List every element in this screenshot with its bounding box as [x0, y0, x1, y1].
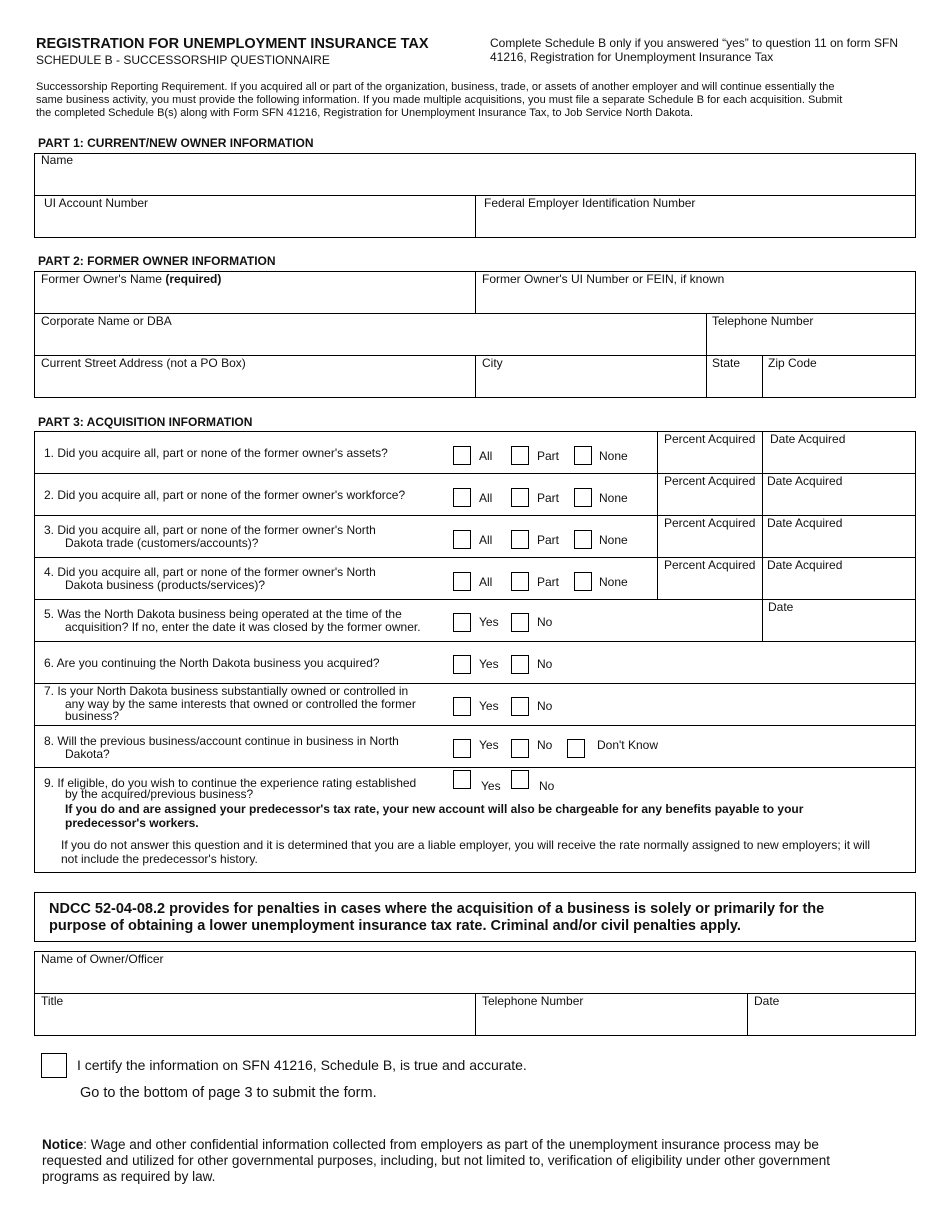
q9-bold-note: If you do and are assigned your predecessor's tax rate, your new account will also be chargeable for any benefits payable to your predecessor's workers.: [65, 802, 804, 830]
q1-part-label: Part: [537, 449, 560, 463]
zip-label: Zip Code: [768, 356, 817, 370]
q2-date-field[interactable]: [764, 488, 915, 514]
signer-date-field[interactable]: [749, 1008, 915, 1034]
question-1: 1. Did you acquire all, part or none of the former owner's assets?: [44, 446, 388, 460]
q1-date-label: Date Acquired: [770, 432, 846, 446]
ui-account-label: UI Account Number: [44, 196, 149, 210]
q9-no-checkbox[interactable]: [511, 770, 529, 789]
q9-yes-checkbox[interactable]: [453, 770, 471, 789]
q5-date-label: Date: [768, 600, 794, 614]
street-label: Current Street Address (not a PO Box): [41, 356, 246, 370]
q1-all-checkbox[interactable]: [453, 446, 471, 465]
q7-no-checkbox[interactable]: [511, 697, 529, 716]
question-9: 9. If eligible, do you wish to continue the experience rating established by the acquired/previous business?: [44, 776, 417, 801]
question-4: 4. Did you acquire all, part or none of the former owner's North Dakota business (products/services)?: [44, 565, 376, 592]
q4-date-label: Date Acquired: [767, 558, 843, 572]
notice-paragraph: Notice: Wage and other confidential information collected from employers as part of the unemployment insurance process may be requested and utilized for other governmental purposes, including, but not limited to, verification of eligibility under other government programs as required by law.: [42, 1137, 830, 1184]
q4-part-label: Part: [537, 575, 560, 589]
q8-yes-label: Yes: [479, 738, 499, 752]
submit-instruction: Go to the bottom of page 3 to submit the form.: [80, 1085, 377, 1101]
q3-date-field[interactable]: [764, 530, 915, 556]
q1-all-label: All: [479, 449, 493, 463]
q2-all-label: All: [479, 491, 493, 505]
state-field[interactable]: [708, 370, 761, 396]
q1-date-field[interactable]: [764, 446, 915, 472]
q8-dont-know-checkbox[interactable]: [567, 739, 585, 758]
q2-date-label: Date Acquired: [767, 474, 843, 488]
q1-percent-label: Percent Acquired: [664, 432, 756, 446]
q9-yes-label: Yes: [481, 779, 501, 793]
signer-phone-label: Telephone Number: [482, 994, 584, 1008]
q4-all-checkbox[interactable]: [453, 572, 471, 591]
q2-all-checkbox[interactable]: [453, 488, 471, 507]
q4-percent-label: Percent Acquired: [664, 558, 756, 572]
q3-part-label: Part: [537, 533, 560, 547]
question-7: 7. Is your North Dakota business substantially owned or controlled in any way by the same interests that owned or controlled the former business?: [44, 684, 416, 723]
q3-none-checkbox[interactable]: [574, 530, 592, 549]
signer-phone-field[interactable]: [477, 1008, 746, 1034]
question-6: 6. Are you continuing the North Dakota business you acquired?: [44, 656, 380, 670]
q7-yes-label: Yes: [479, 699, 499, 713]
q3-date-label: Date Acquired: [767, 516, 843, 530]
former-phone-field[interactable]: [708, 328, 915, 354]
title-field[interactable]: [35, 1008, 474, 1034]
part2-heading: PART 2: FORMER OWNER INFORMATION: [38, 254, 276, 268]
former-ui-label: Former Owner's UI Number or FEIN, if known: [482, 272, 725, 286]
q3-all-checkbox[interactable]: [453, 530, 471, 549]
part3-heading: PART 3: ACQUISITION INFORMATION: [38, 415, 253, 429]
q4-percent-field[interactable]: [659, 572, 761, 598]
notice-label: Notice: [42, 1137, 84, 1152]
q3-none-label: None: [599, 533, 628, 547]
q4-all-label: All: [479, 575, 493, 589]
q5-yes-label: Yes: [479, 615, 499, 629]
q5-no-label: No: [537, 615, 553, 629]
q8-dont-know-label: Don't Know: [597, 738, 658, 752]
former-owner-name-field[interactable]: [35, 286, 474, 312]
q3-part-checkbox[interactable]: [511, 530, 529, 549]
q7-no-label: No: [537, 699, 553, 713]
q1-part-checkbox[interactable]: [511, 446, 529, 465]
form-title: REGISTRATION FOR UNEMPLOYMENT INSURANCE TAX: [36, 36, 429, 52]
question-8: 8. Will the previous business/account continue in business in North Dakota?: [44, 734, 399, 761]
q2-percent-label: Percent Acquired: [664, 474, 756, 488]
q3-percent-label: Percent Acquired: [664, 516, 756, 530]
q6-no-label: No: [537, 657, 553, 671]
certify-text: I certify the information on SFN 41216, Schedule B, is true and accurate.: [77, 1057, 527, 1073]
owner-officer-field[interactable]: [35, 966, 915, 992]
q8-no-checkbox[interactable]: [511, 739, 529, 758]
former-ui-field[interactable]: [477, 286, 915, 312]
name-label: Name: [41, 153, 74, 167]
q2-percent-field[interactable]: [659, 488, 761, 514]
question-2: 2. Did you acquire all, part or none of the former owner's workforce?: [44, 488, 406, 502]
title-label: Title: [41, 994, 64, 1008]
q2-part-label: Part: [537, 491, 560, 505]
q6-yes-checkbox[interactable]: [453, 655, 471, 674]
q1-none-checkbox[interactable]: [574, 446, 592, 465]
q3-all-label: All: [479, 533, 493, 547]
question-3: 3. Did you acquire all, part or none of the former owner's North Dakota trade (customers/accounts)?: [44, 523, 376, 550]
q5-date-field[interactable]: [764, 614, 915, 640]
name-field[interactable]: [35, 167, 915, 194]
q4-part-checkbox[interactable]: [511, 572, 529, 591]
fein-label: Federal Employer Identification Number: [484, 196, 696, 210]
q4-none-label: None: [599, 575, 628, 589]
q1-none-label: None: [599, 449, 628, 463]
schedule-instruction: Complete Schedule B only if you answered “yes” to question 11 on form SFN 41216, Registration for Unemployment Insurance Tax: [490, 36, 898, 64]
q7-yes-checkbox[interactable]: [453, 697, 471, 716]
q2-part-checkbox[interactable]: [511, 488, 529, 507]
q9-note: If you do not answer this question and it is determined that you are a liable employer, you will receive the rate normally assigned to new employers; it will not include the predecessor's history.: [61, 838, 871, 866]
fein-field[interactable]: [477, 210, 915, 236]
city-label: City: [482, 356, 503, 370]
former-owner-name-label: Former Owner's Name (required): [41, 272, 222, 286]
city-field[interactable]: [477, 370, 705, 396]
ui-account-field[interactable]: [35, 210, 474, 236]
certify-checkbox[interactable]: [41, 1053, 67, 1078]
owner-officer-label: Name of Owner/Officer: [41, 952, 164, 966]
q4-none-checkbox[interactable]: [574, 572, 592, 591]
question-5: 5. Was the North Dakota business being operated at the time of the acquisition? If no, enter the date it was closed by the former owner.: [44, 607, 421, 634]
q8-yes-checkbox[interactable]: [453, 739, 471, 758]
signer-date-label: Date: [754, 994, 780, 1008]
penalty-notice: NDCC 52-04-08.2 provides for penalties in cases where the acquisition of a business is solely or primarily for the purpose of obtaining a lower unemployment insurance tax rate. Criminal and/or civil penalties apply.: [49, 901, 825, 934]
q1-percent-field[interactable]: [659, 446, 761, 472]
q6-no-checkbox[interactable]: [511, 655, 529, 674]
street-field[interactable]: [35, 370, 474, 396]
q2-none-checkbox[interactable]: [574, 488, 592, 507]
corporate-name-field[interactable]: [35, 328, 705, 354]
q8-no-label: No: [537, 738, 553, 752]
intro-paragraph: Successorship Reporting Requirement. If you acquired all or part of the organization, business, trade, or assets of another employer and will continue essentially the same business activity, you must provide the following information. If you made multiple acquisitions, you must file a separate Schedule B for each acquisition. Submit the completed Schedule B(s) along with Form SFN 41216, Registration for Unemployment Insurance Tax, to Job Service North Dakota.: [36, 81, 843, 119]
form-subtitle: SCHEDULE B - SUCCESSORSHIP QUESTIONNAIRE: [36, 53, 330, 67]
q5-yes-checkbox[interactable]: [453, 613, 471, 632]
q3-percent-field[interactable]: [659, 530, 761, 556]
q4-date-field[interactable]: [764, 572, 915, 598]
q9-no-label: No: [539, 779, 555, 793]
q6-yes-label: Yes: [479, 657, 499, 671]
former-phone-label: Telephone Number: [712, 314, 814, 328]
q5-no-checkbox[interactable]: [511, 613, 529, 632]
part1-heading: PART 1: CURRENT/NEW OWNER INFORMATION: [38, 136, 314, 150]
state-label: State: [712, 356, 741, 370]
zip-field[interactable]: [764, 370, 915, 396]
q2-none-label: None: [599, 491, 628, 505]
corporate-name-label: Corporate Name or DBA: [41, 314, 172, 328]
